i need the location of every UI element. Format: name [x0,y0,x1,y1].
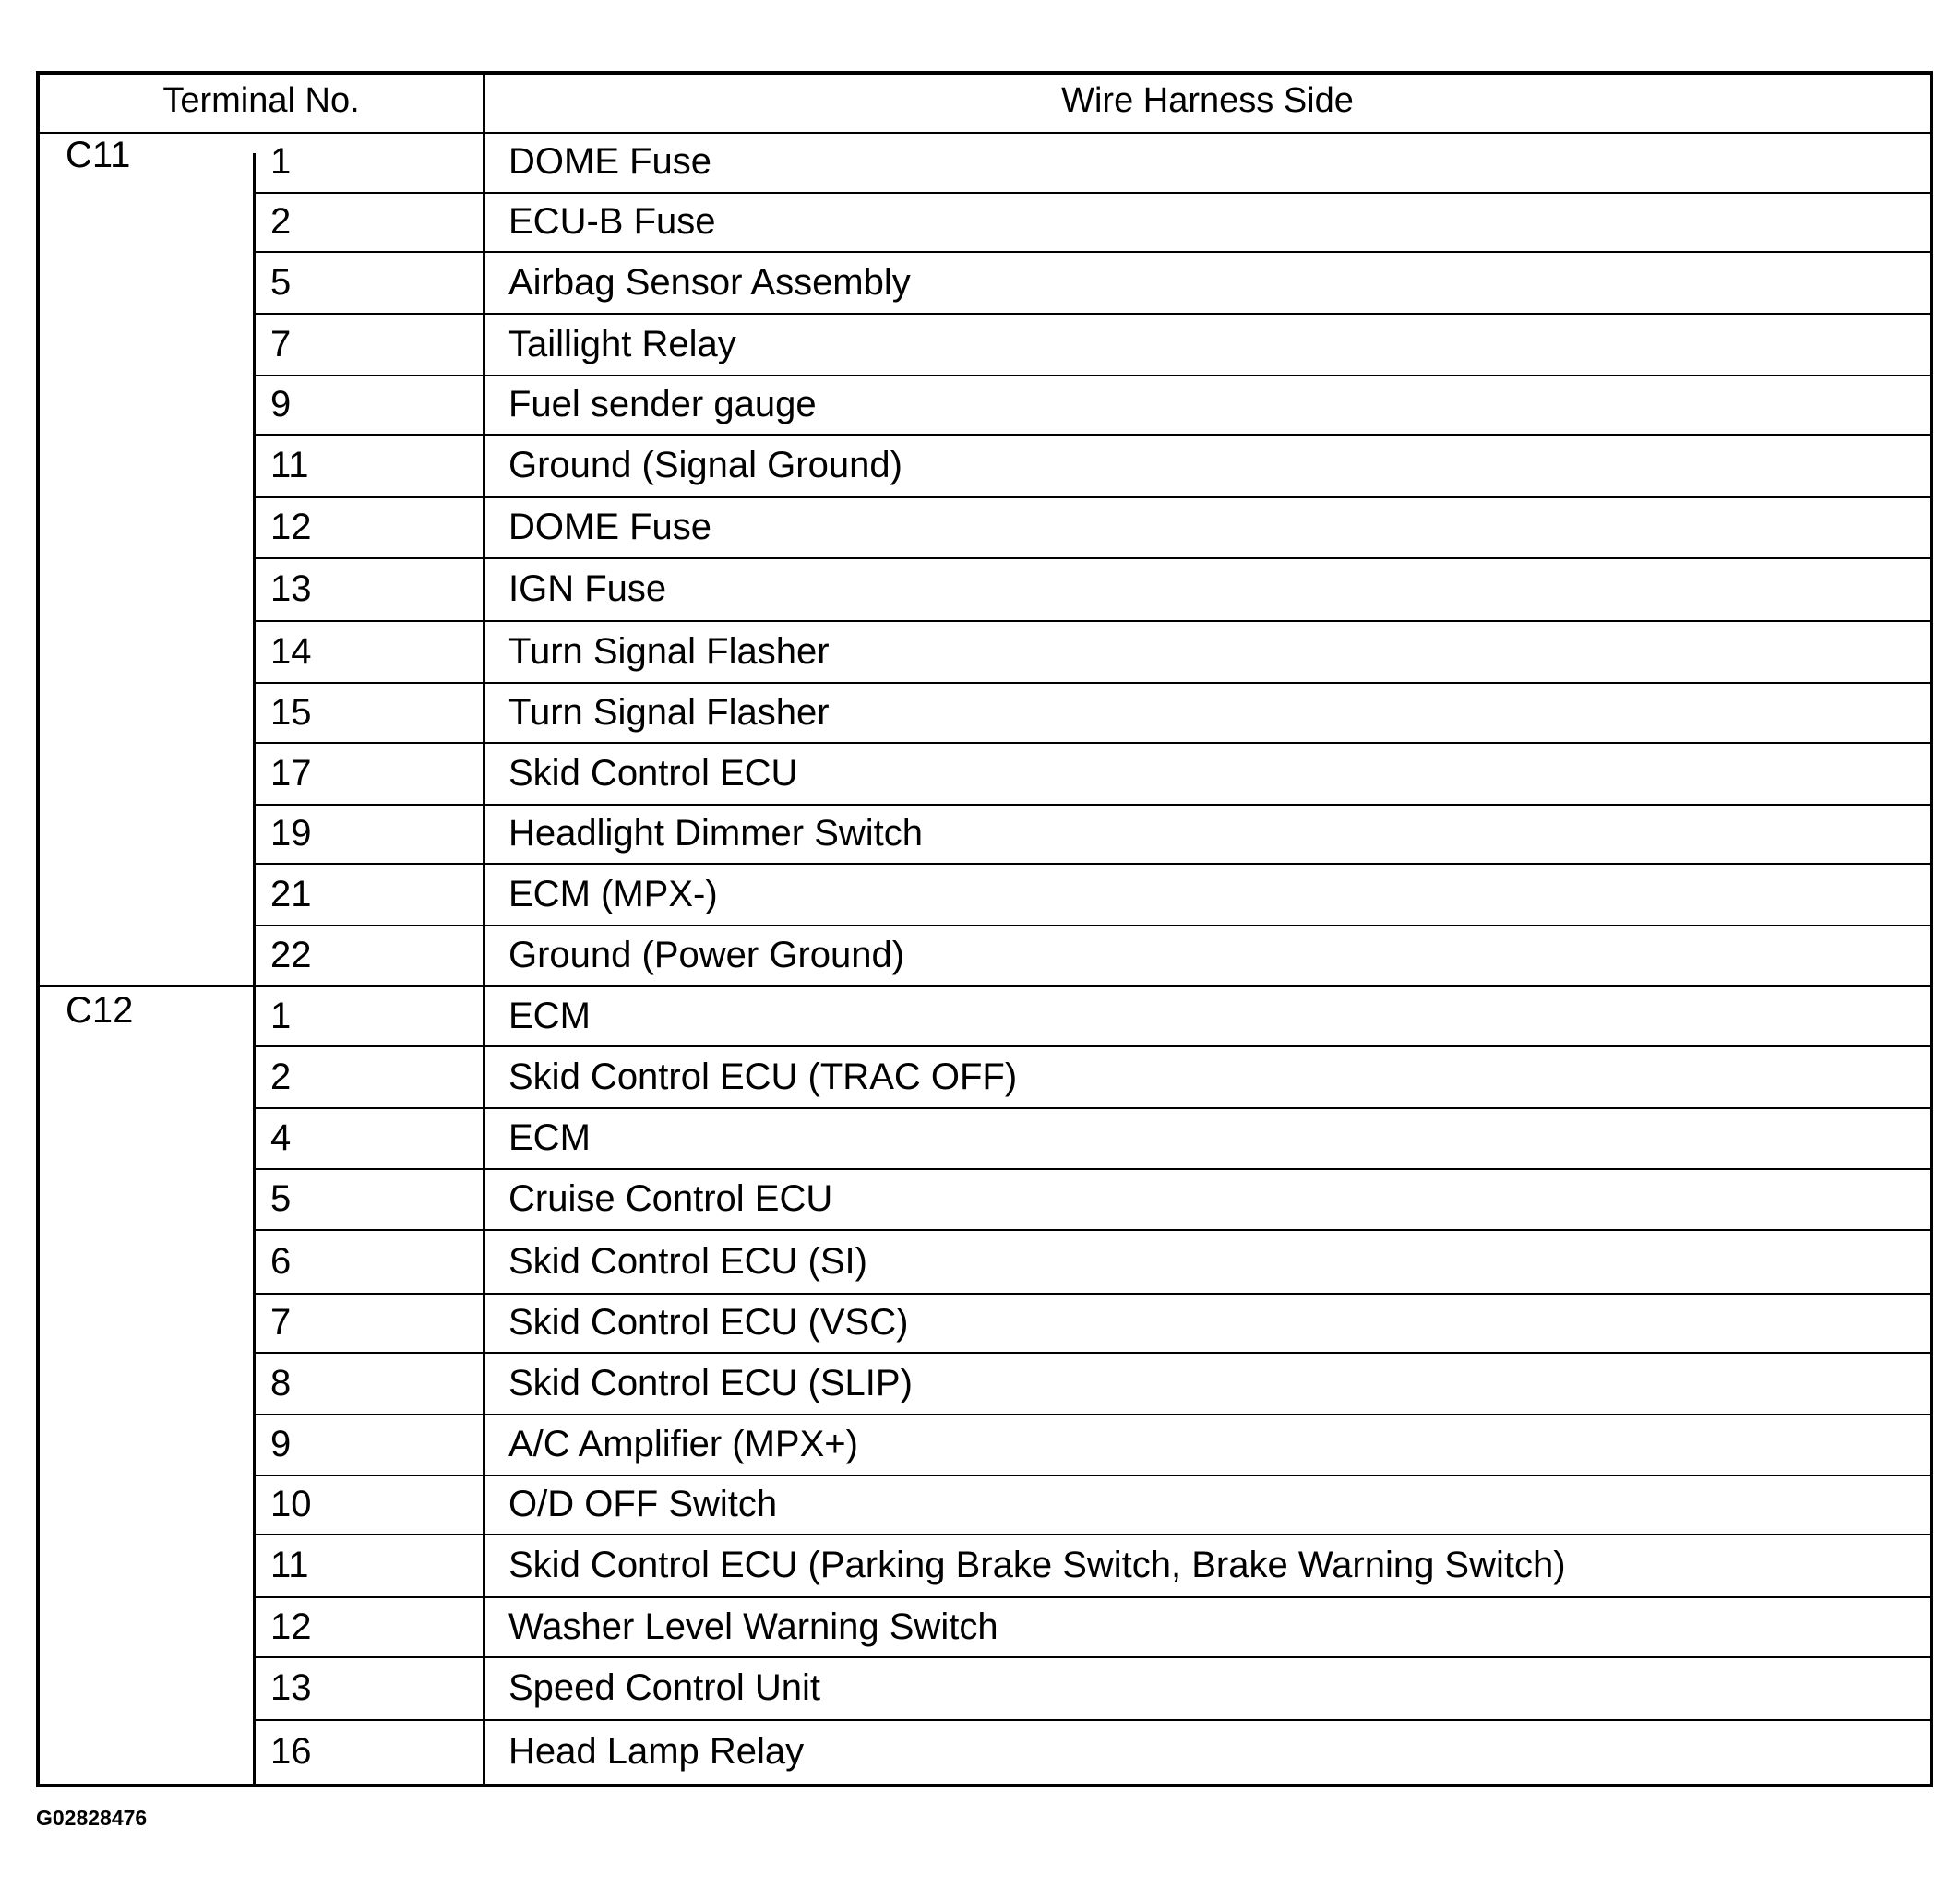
wire-harness-entry: Cruise Control ECU [508,1178,833,1219]
terminal-number: 7 [270,323,292,364]
header-wire-harness-side: Wire Harness Side [1061,81,1354,120]
wire-harness-entry: Skid Control ECU (TRAC OFF) [508,1056,1018,1097]
terminal-number: 11 [270,445,309,485]
row-divider [253,557,1930,559]
terminal-number: 4 [270,1117,292,1158]
terminal-number: 12 [270,1606,312,1647]
wire-harness-entry: Taillight Relay [508,323,736,364]
wire-harness-entry: ECM (MPX-) [508,873,718,914]
row-divider [253,251,1930,253]
wire-harness-entry: Speed Control Unit [508,1667,820,1708]
wire-harness-entry: Skid Control ECU (Parking Brake Switch, Brake Warning Switch) [508,1545,1566,1585]
row-divider [253,804,1930,806]
row-divider [253,1656,1930,1658]
row-divider [253,434,1930,436]
column-divider-wire [483,75,485,1784]
header-terminal-no: Terminal No. [162,81,360,120]
terminal-number: 9 [270,384,292,424]
connector-label: C12 [66,990,134,1031]
wire-harness-entry: Skid Control ECU (SLIP) [508,1362,913,1403]
terminal-table [36,71,1933,1787]
wire-harness-entry: Turn Signal Flasher [508,691,830,733]
terminal-number: 22 [270,935,312,975]
row-divider [253,1534,1930,1535]
terminal-number: 6 [270,1240,292,1282]
terminal-number: 14 [270,630,312,672]
row-divider [253,1596,1930,1598]
row-divider [253,620,1930,622]
row-divider [253,1107,1930,1109]
terminal-number: 13 [270,1667,312,1708]
terminal-number: 10 [270,1484,312,1524]
wire-harness-entry: IGN Fuse [508,568,667,609]
row-divider [253,1045,1930,1047]
figure-id: G02828476 [36,1806,148,1830]
row-divider [253,375,1930,376]
row-divider [253,1168,1930,1170]
terminal-number: 8 [270,1362,292,1403]
wire-harness-entry: A/C Amplifier (MPX+) [508,1424,858,1464]
terminal-number: 13 [270,568,312,609]
row-divider [253,742,1930,744]
row-divider [253,192,1930,194]
terminal-number: 5 [270,1178,292,1219]
terminal-number: 9 [270,1424,292,1464]
wire-harness-entry: Airbag Sensor Assembly [508,261,911,303]
wire-harness-entry: Headlight Dimmer Switch [508,813,924,854]
row-divider [253,682,1930,684]
terminal-number: 19 [270,813,312,854]
terminal-number: 1 [270,995,292,1036]
terminal-number: 12 [270,507,312,547]
terminal-number: 1 [270,140,292,182]
wire-harness-entry: ECU-B Fuse [508,201,716,242]
terminal-number: 5 [270,261,292,303]
terminal-number: 15 [270,691,312,733]
group-divider [40,985,1930,987]
wire-harness-entry: Skid Control ECU [508,752,798,794]
header-divider [40,132,1930,134]
row-divider [253,1414,1930,1415]
row-divider [253,496,1930,498]
row-divider [253,1352,1930,1354]
wire-harness-entry: DOME Fuse [508,140,712,182]
row-divider [253,863,1930,865]
wire-harness-entry: Turn Signal Flasher [508,630,830,672]
row-divider [253,1229,1930,1231]
wire-harness-entry: ECM [508,1117,591,1158]
terminal-number: 21 [270,873,312,914]
wire-harness-entry: Washer Level Warning Switch [508,1606,998,1647]
row-divider [253,313,1930,315]
row-divider [253,925,1930,926]
row-divider [253,1475,1930,1476]
terminal-number: 11 [270,1545,309,1585]
wire-harness-entry: O/D OFF Switch [508,1484,778,1524]
row-divider [253,1719,1930,1721]
wire-harness-entry: Skid Control ECU (VSC) [508,1302,909,1343]
wire-harness-entry: Head Lamp Relay [508,1731,805,1772]
row-divider [253,1293,1930,1295]
wire-harness-entry: Ground (Signal Ground) [508,445,902,485]
column-divider-terminal [253,153,256,1784]
wire-harness-entry: DOME Fuse [508,507,712,547]
wire-harness-entry: Fuel sender gauge [508,384,817,424]
connector-label: C11 [66,135,131,175]
wire-harness-entry: ECM [508,995,591,1036]
terminal-number: 2 [270,1056,292,1097]
terminal-number: 7 [270,1302,292,1343]
wire-harness-entry: Skid Control ECU (SI) [508,1240,867,1282]
terminal-number: 2 [270,201,292,242]
terminal-number: 17 [270,752,312,794]
wire-harness-entry: Ground (Power Ground) [508,935,905,975]
terminal-number: 16 [270,1731,312,1772]
